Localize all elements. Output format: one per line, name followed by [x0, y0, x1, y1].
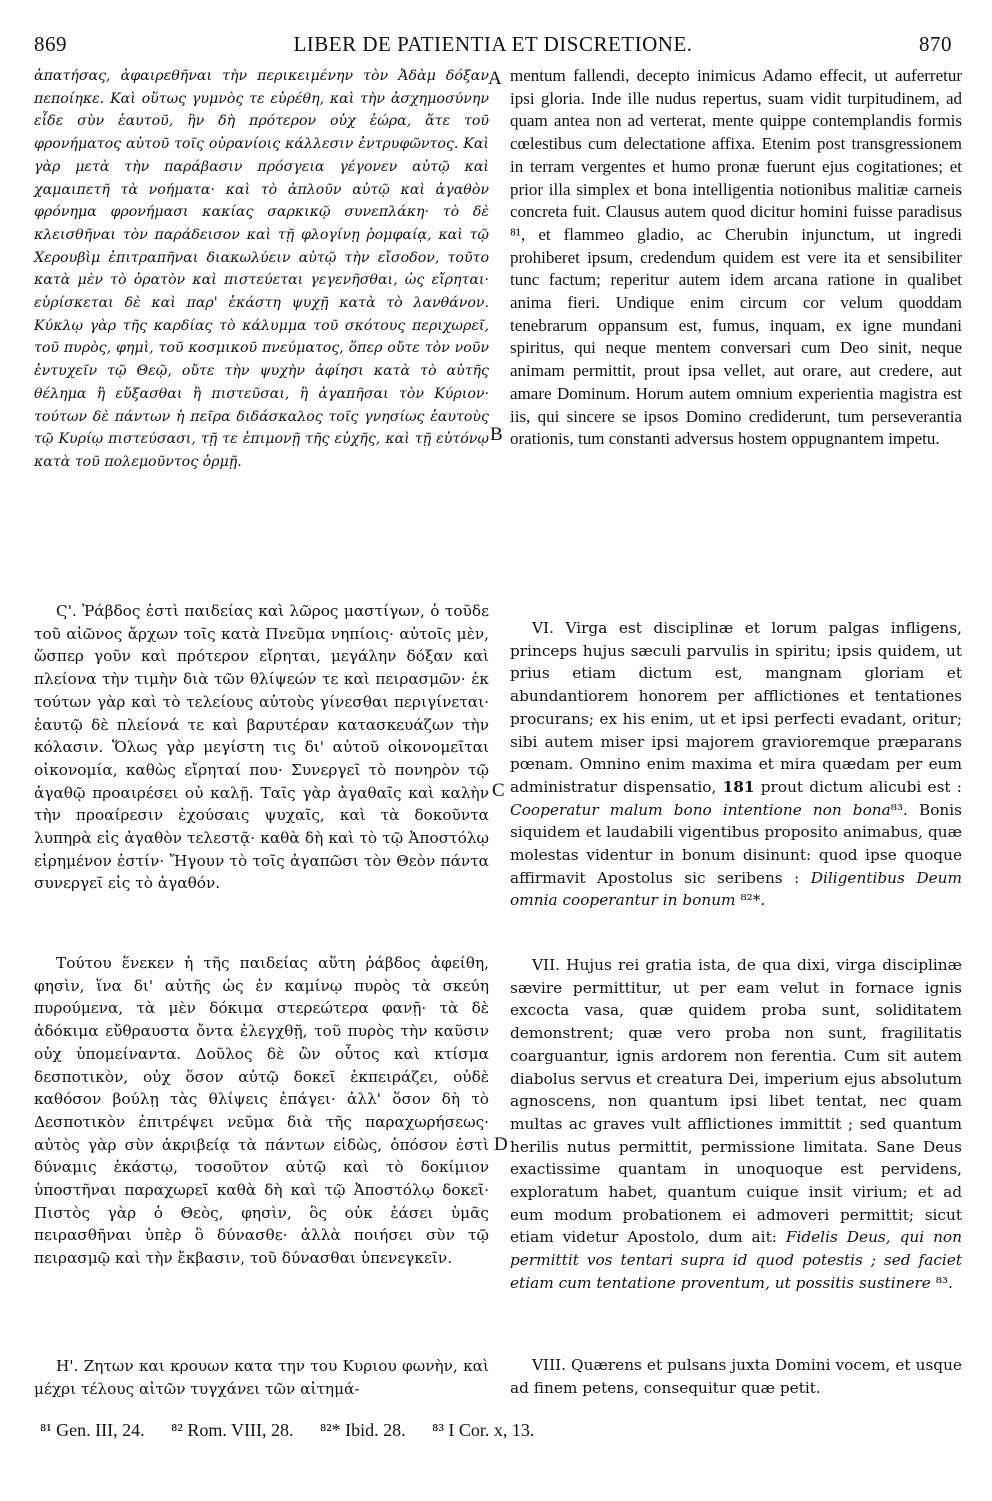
greek-paragraph-6: Ϛ'. Ῥάβδος ἐστὶ παιδείας καὶ λῶρος μαστίγων, ὁ τοῦδε τοῦ αἰῶνος ἄρχων τοῖς κατὰ Πνεῦμα νηπίοις· αὐτοῖς μὲν, ὥσπερ γοῦν καὶ πρότερον εἴρηται, μεγάλην δόξαν καὶ πλείονα τὴν τιμὴν διὰ τῶν θλίψεών τε καὶ πειρασμῶν· ἐκ τούτων γὰρ καὶ τὸ τελείους αὐτοὺς γίνεσθαι περιγίνεται· ἑαυτῷ δὲ πλείονά τε καὶ βαρυτέραν κατασκευάζων τὴν κόλασιν. Ὅλως γὰρ μεγίστη τις δι' αὐτοῦ οἰκονομεῖται οἰκονομία, καθὼς εἴρηταί που· Συνεργεῖ τὸ πονηρὸν τῷ ἀγαθῷ προαιρέσει οὐ καλῇ. Ταῖς γὰρ ἀγαθαῖς καὶ καλὴν τὴν προαίρεσιν ἐχούσαις ψυχαῖς, καὶ τὰ δοκοῦντα λυπηρὰ εἰς ἀγαθὸν τελεστᾷ· καθὰ δὴ καὶ τὸ τῷ Ἀποστόλῳ εἰρημένον ἐστίν· Ἤγουν τὸ τοῖς ἀγαπῶσι τὸν Θεὸν πάντα συνεργεῖ εἰς τὸ ἀγαθόν. [34, 602, 489, 893]
latin-paragraph-8: VIII. Quærens et pulsans juxta Domini vocem, et usque ad finem petens, consequitur quæ petit. [510, 1356, 962, 1397]
margin-letter-a: A [488, 68, 502, 89]
latin-column [510, 65, 962, 451]
latin-paragraph-7 [510, 954, 962, 1295]
latin-p6-text-b: prout dictum alicubi est : [760, 777, 962, 796]
latin-paragraph-1: mentum fallendi, decepto inimicus Adamo effecit, ut auferretur ipsi gloria. Inde ille nudus repertus, suam vidit turpitudinem, ad quam antea non ad verterat, mente quippe contemplandis formis cœlestibus cum delectatione affixa. Etenim post transgressionem in terram vergentes et humo pronæ fuerunt ejus cogitationes; et prior illa simplex et bona intelligentia notionibus malitiæ carneis concreta fuit. Clausus autem quod dicitur homini fuisse paradisus ⁸¹, et flammeo gladio, ac Cherubin injunctum, ut ingredi prohiberet ipsum, credendum quidem est vere ita et sensibiliter tunc factum; reperitur autem idem arcana ratione in qualibet anima fieri. Undique enim circum cor velum quoddam tenebrarum oppansum est, fumus, inquam, ex igne mundani spiritus, qui neque mentem conversari cum Deo sinit, neque animam permittit, prout ipsa vellet, aut orare, aut credere, aut amare Dominum. Horum autem omnium experientia magistra est iis, qui sincere se ipsos Domino crediderunt, tum perseverantia orationis, tum constanti adversus hostem oppugnantem impetu. [510, 66, 962, 449]
footnote-83: ⁸³ I Cor. x, 13. [432, 1420, 535, 1440]
margin-letter-b: B [490, 424, 503, 445]
footnote-81: ⁸¹ Gen. III, 24. [40, 1420, 145, 1440]
greek-paragraph-1: ἀπατήσας, ἀφαιρεθῆναι τὴν περικειμένην τὸν Ἀδὰμ δόξαν πεποίηκε. Καὶ οὕτως γυμνὸς τε εὑρέθη, καὶ τὴν ἀσχημοσύνην εἶδε σὺν ἑαυτοῦ, ἣν δὴ πρότερον οὐχ ἑώρα, ἅτε τοῦ φρονήματος αὐτοῦ τοῖς οὐρανίοις κάλλεσιν ἐντρυφῶντος. Καὶ γὰρ μετὰ τὴν παράβασιν πρόσγεια γέγονεν αὐτῷ καὶ χαμαιπετῆ τὰ νοήματα· καὶ τὸ ἁπλοῦν αὐτῷ καὶ ἀγαθὸν φρόνημα φρονήμασι κακίας σαρκικῷ συνεπλάκη· τὸ δὲ κλεισθῆναι τὸν παράδεισον καὶ τῇ φλογίνῃ ῥομφαίᾳ, καὶ τῷ Χερουβὶμ ἐπιτραπῆναι διακωλύειν αὐτῷ τὴν εἴσοδον, τοῦτο κατὰ μὲν τὸ ὁρατὸν καὶ πιστεύεται γεγενῆσθαι, ὡς εἴρηται· εὑρίσκεται δὲ καὶ παρ' ἑκάστη ψυχῇ κατὰ τὸ λανθάνον. Κύκλῳ γὰρ τῆς καρδίας τὸ κάλυμμα τοῦ σκότους περιχωρεῖ, τοῦ πυρὸς, φημὶ, τοῦ κοσμικοῦ πνεύματος, ὅπερ οὔτε τὸν νοῦν ἐντυχεῖν τῷ Θεῷ, οὔτε τὴν ψυχὴν ἀφίησι κατὰ τὸ αὐτῆς θέλημα ἢ εὔξασθαι ἢ πιστεῦσαι, ἢ ἀγαπῆσαι τὸν Κύριον· τούτων δὲ πάντων ἡ πεῖρα διδάσκαλος τοῖς γνησίως ἑαυτοὺς τῷ Κυρίῳ πιστεύσασι, τῇ τε ἐπιμονῇ τῆς εὐχῆς, καὶ τῇ εὐτόνῳ κατὰ τοῦ πολεμοῦντος ὁρμῇ. [34, 68, 489, 470]
latin-p6-text-d: ⁸²*. [740, 891, 766, 910]
margin-letter-c: C [492, 780, 505, 801]
page-number-right: 870 [919, 32, 952, 56]
column-number-181: 181 [722, 777, 755, 796]
latin-p7-citation: Fidelis Deus, qui non permittit vos tentari supra id quod potestis ; sed faciet etiam cum tentatione proventum, ut possitis sustinere [510, 1228, 962, 1292]
latin-p6-text-c: ⁸³. Bonis siquidem et laudabili vigentibus proposito animabus, quæ molestas videntur in bonum disinunt: quod ipse quoque affirmavit Apostolus sic seribens : [510, 800, 962, 887]
footnotes [40, 1420, 960, 1441]
latin-section-8 [510, 1354, 962, 1399]
latin-p6-text-a: VI. Virga est disciplinæ et lorum palgas infligens, princeps hujus sæculi parvulis in spiritu; ipsis quidem, ut prius etiam dictum est, mangnam gloriam et abundantiorem honorem per afflictiones et tentationes procurans; ex his enim, ut et ipsi perfecti evadant, oritur; sibi autem miser ipsi majorem gravioremque præparans pœnam. Omnino enim maxima et mira quædam per eum administratur dispensatio, [510, 619, 962, 796]
footnote-82-star: ⁸²* Ibid. 28. [320, 1420, 406, 1440]
latin-p7-text-a: VII. Hujus rei gratia ista, de qua dixi, virga disciplinæ sævire permittitur, ut per eam velut in fornace ignis excocta vasa, quæ quidem proba sunt, soliditatem demonstrent; quæ vero proba non sunt, fragilitatis coarguantur, ignis ardorem non ferentia. Cum sit autem diabolus servus et creatura Dei, imperium ejus absolutum agnoscens, non quantum ipsi libet tentat, nec quam multas ac graves vult afflictiones immittit ; sed quantum herilis nutus permittit, permissione limitata. Sane Deus exactissime quantam in unoquoque est pervidens, exploratum habet, quantum cuique insit virium; et ad eum modum probationem ei admoveri permittit; sicut etiam videtur Apostolo, dum ait: [510, 956, 962, 1247]
latin-section-6 [510, 617, 962, 912]
greek-paragraph-8: Η'. Ζητων και κρουων κατα την του Κυριου φωνὴν, καὶ μέχρι τέλους αἰτῶν τυγχάνει τῶν αἰτημά- [34, 1357, 489, 1398]
greek-column [34, 65, 489, 474]
footnote-82: ⁸² Rom. VIII, 28. [171, 1420, 294, 1440]
greek-section-6 [34, 600, 489, 895]
latin-p7-text-b: ⁸³. [935, 1273, 953, 1292]
greek-section-8 [34, 1355, 489, 1400]
latin-section-7 [510, 954, 962, 1295]
latin-p6-citation: Cooperatur malum bono intentione non bona [510, 800, 891, 819]
page-header [34, 32, 952, 62]
margin-letter-d: D [494, 1134, 508, 1155]
latin-paragraph-6 [510, 617, 962, 912]
page-number-left: 869 [34, 32, 67, 56]
greek-section-7 [34, 952, 489, 1270]
greek-paragraph-7: Τούτου ἕνεκεν ἡ τῆς παιδείας αὕτη ῥάβδος ἀφείθη, φησὶν, ἵνα δι' αὐτῆς ὡς ἐν καμίνῳ πυρὸς τὰ σκεύη πυρούμενα, τὰ μὲν δόκιμα στερεώτερα φανῇ· τὰ δὲ ἀδόκιμα εὔθραυστα ὄντα ἐλεγχθῇ, τοῦ πυρὸς τὴν καῦσιν οὐχ ὑπομείναντα. Δοῦλος δὲ ὢν οὗτος καὶ κτίσμα δεσποτικὸν, οὐχ ὅσον αὐτῷ δοκεῖ ἐκπειράζει, οὐδὲ καθόσον βούλῃ τὰς θλίψεις ἐπάγει· ἀλλ' ὅσον δὴ τὸ Δεσποτικὸν ἐπιτρέψει νεῦμα διὰ τῆς παραχωρήσεως· αὐτὸς γὰρ σὺν ἀκριβείᾳ τὰ πάντων εἰδὼς, ὁπόσον ἐστὶ δύναμις ἑκάστῳ, τοσοῦτον αὐτῷ καὶ τὸ δοκίμιον ὑποστῆναι παραχωρεῖ καθὰ δὴ καὶ τῷ Ἀποστόλῳ δοκεῖ· Πιστὸς γὰρ ὁ Θεὸς, φησὶν, ὃς οὐκ ἐάσει ὑμᾶς πειρασθῆναι ὑπὲρ ὃ δύνασθε· ἀλλὰ ποιήσει σὺν τῷ πειρασμῷ καὶ τὴν ἔκβασιν, τοῦ δύνασθαι ὑπενεγκεῖν. [34, 954, 489, 1268]
latin-p6-citation-2: Diligentibus Deum omnia cooperantur in bonum [510, 868, 962, 910]
running-title: LIBER DE PATIENTIA ET DISCRETIONE. [293, 32, 693, 56]
